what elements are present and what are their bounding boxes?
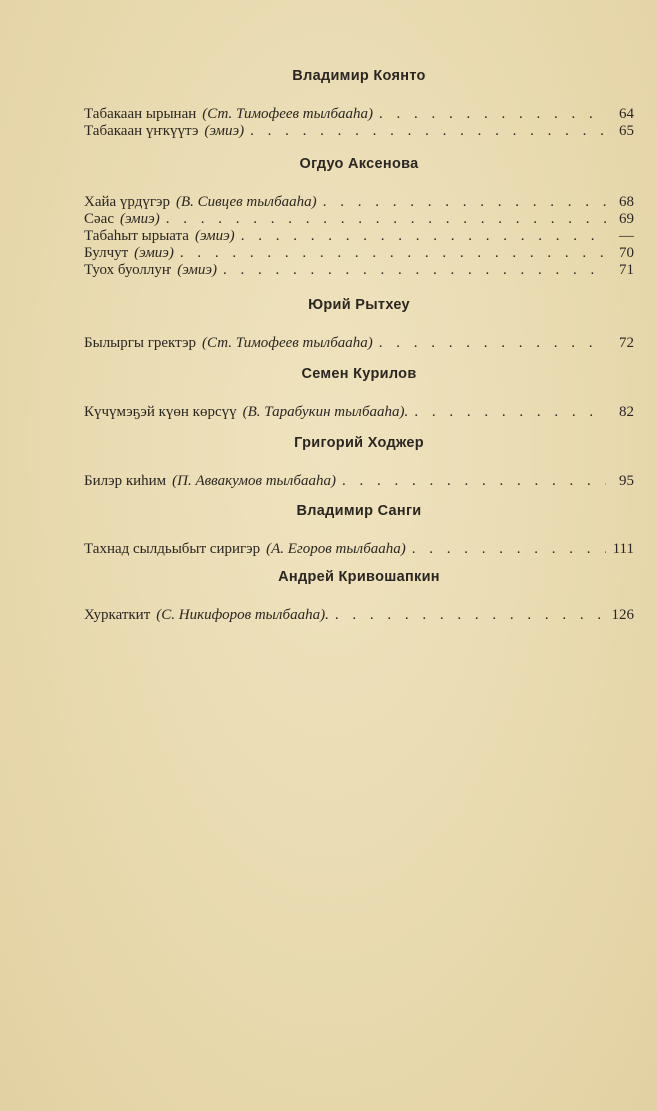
dot-leader <box>241 228 606 245</box>
toc-entry <box>84 607 634 624</box>
author-heading: Семен Курилов <box>301 366 417 382</box>
author-heading: Владимир Коянто <box>292 68 426 84</box>
entry-title: Былыргы гректэр <box>84 335 197 351</box>
entry-translator: (Ст. Тимофеев тылбааһа) <box>202 106 374 122</box>
entry-page-number: 111 <box>612 541 634 557</box>
toc-section <box>84 66 634 140</box>
dot-leader <box>342 473 606 490</box>
entry-translator: (В. Сивцев тылбааһа) <box>175 194 317 210</box>
toc-entry <box>84 404 634 421</box>
entry-title: Туох буоллуҥ <box>84 262 172 278</box>
entry-title: Табакаан ырынан <box>84 106 197 122</box>
dot-leader <box>335 607 606 624</box>
entry-title: Билэр киһим <box>84 473 167 489</box>
toc-section <box>84 295 634 352</box>
author-heading: Григорий Ходжер <box>294 435 424 451</box>
toc-entry <box>84 541 634 558</box>
dot-leader <box>166 211 606 228</box>
author-heading: Андрей Кривошапкин <box>278 569 440 585</box>
dot-leader <box>379 106 606 123</box>
entry-page-number: 126 <box>611 607 634 623</box>
entry-page-number: — <box>619 228 634 244</box>
entry-page-number: 95 <box>619 473 634 489</box>
entry-title: Хайа үрдүгэр <box>84 194 170 210</box>
author-heading: Огдуо Аксенова <box>299 156 419 172</box>
entry-translator: (эмиэ) <box>177 262 217 278</box>
toc-entry <box>84 194 634 211</box>
toc-section <box>84 154 634 279</box>
entry-page-number: 64 <box>619 106 634 122</box>
toc-section <box>84 364 634 421</box>
dot-leader <box>180 245 606 262</box>
entry-translator: (эмиэ) <box>134 245 174 261</box>
toc-entry <box>84 211 634 228</box>
dot-leader <box>412 541 606 558</box>
entry-title: Хуркаткит <box>84 607 151 623</box>
dot-leader <box>323 194 606 211</box>
toc-entry <box>84 106 634 123</box>
entry-page-number: 69 <box>619 211 634 227</box>
entry-title: Булчут <box>84 245 129 261</box>
entry-page-number: 65 <box>619 123 634 139</box>
author-heading: Юрий Рытхеу <box>308 297 410 313</box>
entry-page-number: 72 <box>619 335 634 351</box>
entry-title: Табаһыт ырыата <box>84 228 189 244</box>
entry-translator: (В. Тарабукин тылбааһа). <box>242 404 409 420</box>
dot-leader <box>414 404 606 421</box>
dot-leader <box>379 335 606 352</box>
dot-leader <box>250 123 606 140</box>
toc-entry <box>84 228 634 245</box>
entry-title: Күчүмэҕэй күөн көрсүү <box>84 404 237 420</box>
toc-entry <box>84 123 634 140</box>
author-heading: Владимир Санги <box>296 503 422 519</box>
toc-section <box>84 501 634 558</box>
entry-title: Сәас <box>84 211 114 227</box>
toc-entry <box>84 245 634 262</box>
entry-translator: (П. Аввакумов тылбааһа) <box>172 473 336 489</box>
toc-section <box>84 567 634 624</box>
entry-translator: (А. Егоров тылбааһа) <box>266 541 406 557</box>
toc-entry <box>84 335 634 352</box>
entry-title: Тахнад сылдьыбыт сиригэр <box>84 541 261 557</box>
entry-page-number: 82 <box>619 404 634 420</box>
entry-translator: (эмиэ) <box>204 123 245 139</box>
entry-page-number: 71 <box>619 262 634 278</box>
toc-entry <box>84 262 634 279</box>
toc-section <box>84 433 634 490</box>
toc-entry <box>84 473 634 490</box>
entry-translator: (Ст. Тимофеев тылбааһа) <box>202 335 373 351</box>
entry-page-number: 68 <box>619 194 634 210</box>
dot-leader <box>223 262 606 279</box>
entry-title: Табакаан үҥкүүтэ <box>84 123 199 139</box>
entry-page-number: 70 <box>619 245 634 261</box>
entry-translator: (С. Никифоров тылбааһа). <box>156 607 329 623</box>
entry-translator: (эмиэ) <box>119 211 160 227</box>
entry-translator: (эмиэ) <box>194 228 235 244</box>
